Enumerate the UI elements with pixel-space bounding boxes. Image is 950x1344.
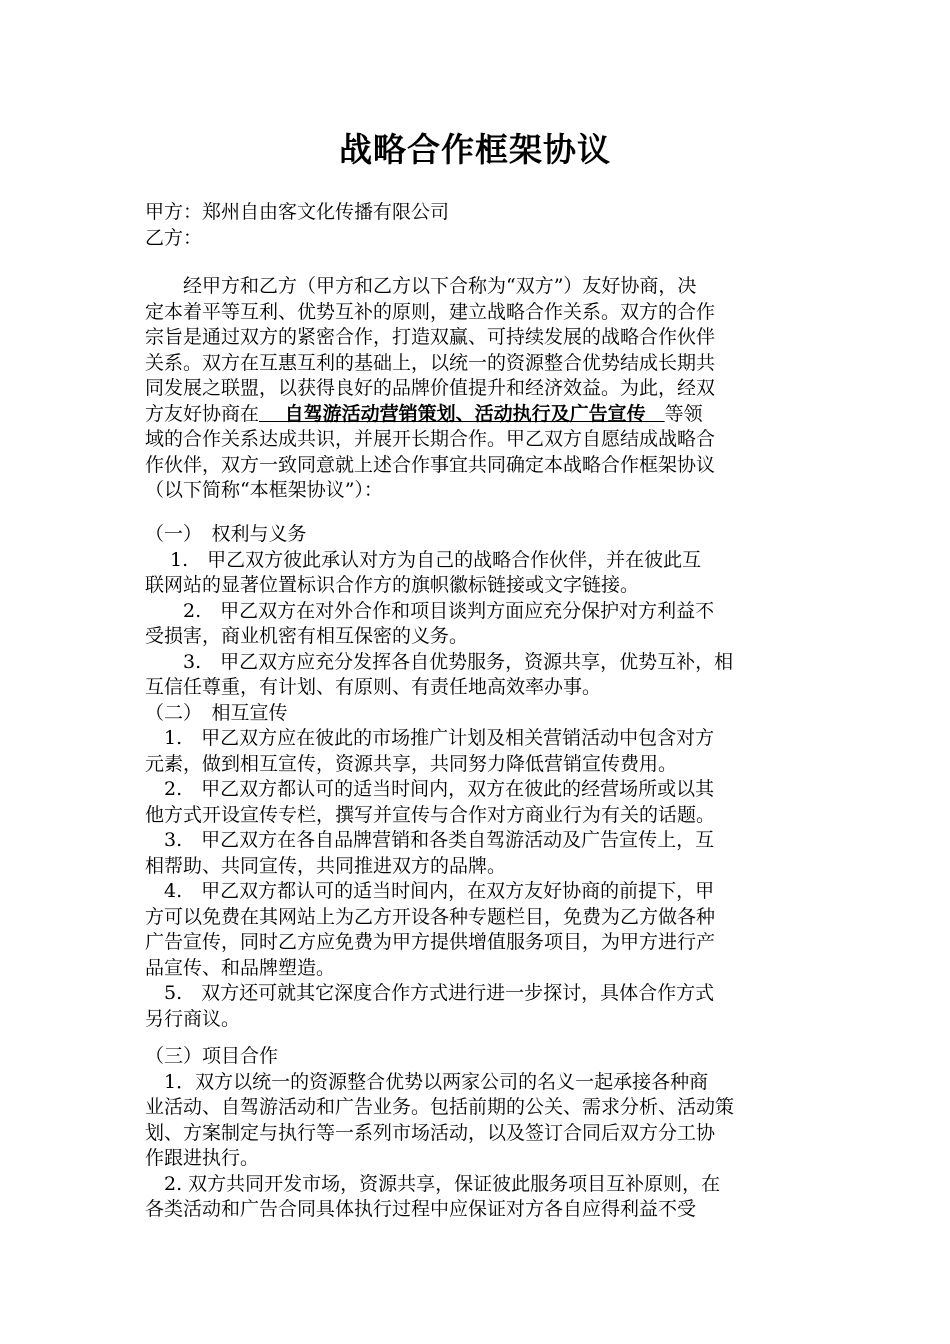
clause-line: 划、方案制定与执行等一系列市场活动，以及签订合同后双方分工协 xyxy=(145,1121,716,1144)
clause-line: 另行商议。 xyxy=(145,1007,241,1030)
intro-paragraph xyxy=(145,274,815,504)
section-heading: （一） 权利与义务 xyxy=(145,523,307,545)
clause-line: 2. 双方共同开发市场，资源共享，保证彼此服务项目互补原则，在 xyxy=(145,1172,721,1195)
intro-line-with-underline xyxy=(145,402,815,428)
clause-line: 互信任尊重，有计划、有原则、有责任地高效率办事。 xyxy=(145,676,602,698)
parties xyxy=(145,200,815,251)
intro-line: 域的合作关系达成共识，并展开长期合作。甲乙双方自愿结成战略合 xyxy=(145,428,716,450)
intro-underline-prefix: 方友好协商在 xyxy=(145,402,260,425)
clause-line: 1. 甲乙双方彼此承认对方为自己的战略合作伙伴，并在彼此互 xyxy=(145,548,702,571)
intro-underline-suffix: 等领 xyxy=(664,402,703,425)
clause-line: 业活动、自驾游活动和广告业务。包括前期的公关、需求分析、活动策 xyxy=(145,1096,735,1118)
intro-line: 关系。双方在互惠互利的基础上，以统一的资源整合优势结成长期共 xyxy=(145,351,716,374)
intro-line: 宗旨是通过双方的紧密合作，打造双赢、可持续发展的战略合作伙伴 xyxy=(145,326,716,348)
clause-line: 各类活动和广告合同具体执行过程中应保证对方各自应得利益不受 xyxy=(145,1198,697,1220)
clause-line: 他方式开设宣传专栏，撰写并宣传与合作对方商业行为有关的话题。 xyxy=(145,803,716,826)
clause-line: 受损害，商业机密有相互保密的义务。 xyxy=(145,625,469,647)
intro-line: （以下简称“本框架协议”）： xyxy=(145,479,383,501)
intro-line: 同发展之联盟，以获得良好的品牌价值提升和经济效益。为此，经双 xyxy=(145,377,716,399)
party-a-line: 甲方：郑州自由客文化传播有限公司 xyxy=(145,201,450,223)
document-title: 战略合作框架协议 xyxy=(339,130,611,169)
section-rights-and-publicity xyxy=(145,522,815,1032)
clause-line: 2. 甲乙双方都认可的适当时间内，双方在彼此的经营场所或以其 xyxy=(145,778,715,800)
section-project-cooperation xyxy=(145,1044,815,1223)
clause-line: 3. 甲乙双方在各自品牌营销和各类自驾游活动及广告宣传上，互 xyxy=(145,829,715,851)
intro-line: 定本着平等互利、优势互补的原则，建立战略合作关系。双方的合作 xyxy=(145,300,716,323)
clause-line: 联网站的显著位置标识合作方的旗帜徽标链接或文字链接。 xyxy=(145,574,640,596)
clause-line: 5. 双方还可就其它深度合作方式进行进一步探讨，具体合作方式 xyxy=(145,982,715,1004)
clause-line: 元素，做到相互宣传，资源共享，共同努力降低营销宣传费用。 xyxy=(145,752,678,775)
section-heading: （二） 相互宣传 xyxy=(145,701,288,724)
intro-line: 经甲方和乙方（甲方和乙方以下合称为“双方”）友好协商，决 xyxy=(145,275,697,297)
clause-line: 品宣传、和品牌塑造。 xyxy=(145,956,336,979)
clause-line: 方可以免费在其网站上为乙方开设各种专题栏目，免费为乙方做各种 xyxy=(145,905,716,928)
clause-line: 作跟进执行。 xyxy=(145,1147,260,1169)
party-b-line: 乙方： xyxy=(145,226,203,249)
clause-line: 1. 甲乙双方应在彼此的市场推广计划及相关营销活动中包含对方 xyxy=(145,727,715,749)
intro-line: 作伙伴，双方一致同意就上述合作事宜共同确定本战略合作框架协议 xyxy=(145,453,716,476)
clause-line: 1．双方以统一的资源整合优势以两家公司的名义一起承接各种商 xyxy=(145,1070,709,1093)
clause-line: 3. 甲乙双方应充分发挥各自优势服务，资源共享，优势互补，相 xyxy=(145,650,734,673)
clause-line: 2. 甲乙双方在对外合作和项目谈判方面应充分保护对方利益不 xyxy=(145,599,715,622)
section-heading: （三）项目合作 xyxy=(145,1045,279,1067)
clause-line: 4. 甲乙双方都认可的适当时间内，在双方友好协商的前提下，甲 xyxy=(145,880,715,902)
clause-line: 广告宣传，同时乙方应免费为甲方提供增值服务项目，为甲方进行产 xyxy=(145,931,716,953)
clause-line: 相帮助、共同宣传，共同推进双方的品牌。 xyxy=(145,854,507,877)
cooperation-scope-underlined: 自驾游活动营销策划、活动执行及广告宣传 xyxy=(259,402,665,425)
